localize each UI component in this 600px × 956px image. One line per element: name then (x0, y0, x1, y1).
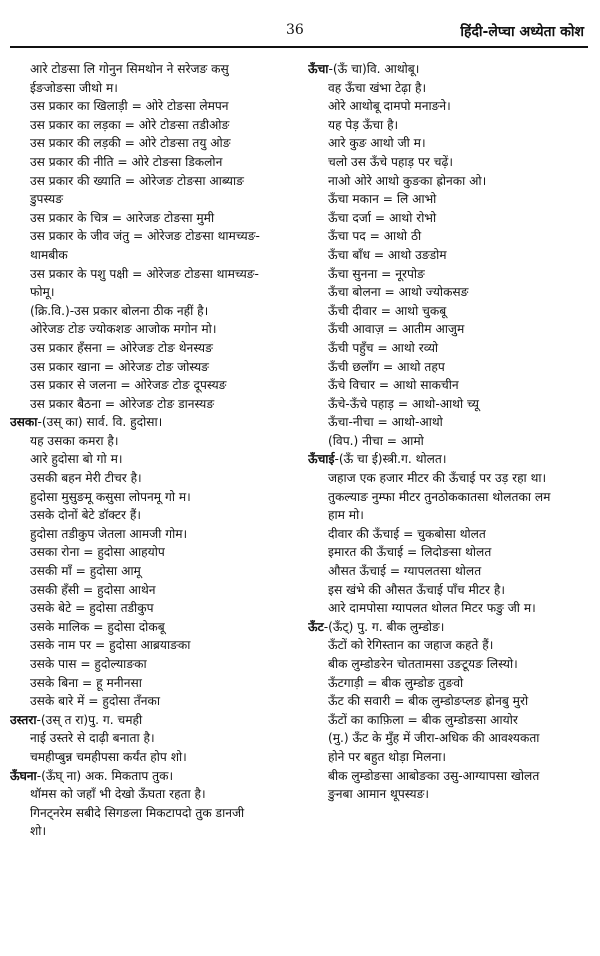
entry-line (308, 339, 592, 358)
entry-line (10, 60, 294, 79)
entry-line (10, 246, 294, 265)
entry-text: ऊँची दीवार = आथो चुकबू (328, 303, 447, 318)
entry-text: उस प्रकार का लड़का = ओरे टोङसा तडीओङ (30, 117, 230, 132)
entry-line (10, 395, 294, 414)
entry-line (308, 636, 592, 655)
entry-line (308, 153, 592, 172)
entry-line (308, 692, 592, 711)
entry-text: ङुनबा आमान थूपस्यङ। (328, 787, 429, 802)
entry-line (308, 395, 592, 414)
entry-text: ऊँचे विचार = आथो साकचीन (328, 378, 459, 393)
entry-text: ऊँटों का काफ़िला = बीक लुम्डोङसा आयोर (328, 712, 518, 727)
entry-line (308, 320, 592, 339)
entry-text: वह ऊँचा खंभा टेढ़ा है। (328, 80, 427, 95)
entry-line (308, 674, 592, 693)
entry-line (10, 674, 294, 693)
entry-text: ऊँची पहुँच = आथो रव्यो (328, 340, 439, 355)
entry-line (10, 265, 294, 284)
entry-text: थॉमस को जहाँ भी देखो ऊँघता रहता है। (30, 787, 206, 802)
entry-text: तुकल्याङ नुम्फा मीटर तुनठोककातसा थोलतका लम (328, 489, 551, 504)
entry-line (308, 358, 592, 377)
entry-text: इमारत की ऊँचाई = लिदोङसा थोलत (328, 545, 492, 560)
entry-text: ओरे आथोबू दामपो मनाङने। (328, 99, 451, 114)
entry-line (308, 190, 592, 209)
entry-text: ऊँचे-ऊँचे पहाड़ = आथो-आथो च्यू (328, 396, 479, 411)
entry-line (308, 785, 592, 804)
entry-line (10, 822, 294, 841)
entry-line (10, 543, 294, 562)
entry-line (308, 767, 592, 786)
entry-line (10, 302, 294, 321)
entry-line (10, 450, 294, 469)
entry-text: उसके बिना = हू मनीनसा (30, 675, 142, 690)
entry-line (308, 711, 592, 730)
entry-text: ईङजोङसा जीथो म। (30, 80, 118, 95)
entry-text: ऊँचा पद = आथो ठी (328, 229, 422, 244)
entry-line (10, 599, 294, 618)
entry-text: ऊँचा-नीचा = आथो-आथो (328, 415, 443, 430)
entry-text: उस प्रकार के पशु पक्षी = ओरेजङ टोङसा थामच्यङ- (30, 266, 259, 281)
entry-line (308, 209, 592, 228)
entry-headword-line (10, 767, 294, 786)
entry-line (10, 190, 294, 209)
entry-line (308, 506, 592, 525)
entry-line (308, 581, 592, 600)
entry-headword-line (10, 711, 294, 730)
entry-text: -(उस् का) सार्व. वि. हुदोसा। (37, 415, 163, 430)
page-header (0, 22, 600, 46)
entry-text: हुदोसा तडीकुप जेतला आमजी गोम। (30, 526, 188, 541)
entry-text: उसका रोना = हुदोसा आहयोप (30, 545, 165, 560)
entry-line (10, 116, 294, 135)
entry-line (10, 172, 294, 191)
entry-line (10, 376, 294, 395)
headword: ऊँचा (308, 62, 329, 76)
entry-text: -(ऊँ चा ई)स्त्री.ग. थोलत। (334, 452, 447, 467)
entry-text: उसके मालिक = हुदोसा दोकबू (30, 619, 165, 634)
entry-text: चमहीप्बुन्न चमहीपसा कर्यंत होप शो। (30, 749, 187, 764)
entry-line (308, 488, 592, 507)
entry-text: आरे टोङसा लि गोनुन सिमथोन ने सरेजङ कसु (30, 62, 229, 76)
entry-text: ऊँचा बोलना = आथो ज्योकसङ (328, 285, 469, 300)
entry-line (10, 692, 294, 711)
entry-line (308, 655, 592, 674)
entry-line (308, 246, 592, 265)
entry-text: फोमू। (30, 285, 55, 300)
entry-text: हुदोसा मुसुङमू कसुसा लोपनमू गो म। (30, 489, 191, 504)
entry-line (10, 488, 294, 507)
entry-line (10, 339, 294, 358)
entry-text: चलो उस ऊँचे पहाड़ पर चढ़ें। (328, 154, 453, 169)
entry-text: दीवार की ऊँचाई = चुकबोसा थोलत (328, 526, 486, 541)
entry-text: उसके दोनों बेटे डॉक्टर हैं। (30, 508, 141, 523)
entry-text: (मु.) ऊँट के मुँह में जीरा-अधिक की आवश्यकता (328, 731, 540, 746)
entry-line (308, 227, 592, 246)
entry-line (308, 172, 592, 191)
running-title: हिंदी-लेप्चा अध्येता कोश (460, 24, 584, 40)
entry-text: ऊँट की सवारी = बीक लुम्डोङप्लङ ह्रोनबु मुरो (328, 694, 529, 709)
entry-line (308, 283, 592, 302)
entry-line (10, 153, 294, 172)
headword: ऊँट (308, 619, 324, 634)
entry-text: ऊँचा मकान = लि आभो (328, 192, 437, 207)
entry-line (10, 97, 294, 116)
headword: उसका (10, 415, 38, 430)
entry-line (308, 562, 592, 581)
entry-line (308, 432, 592, 451)
entry-text: आरे हुदोसा बो गो म। (30, 452, 123, 467)
entry-text: उसकी हँसी = हुदोसा आथेन (30, 582, 156, 597)
entry-text: शो। (30, 824, 47, 839)
entry-text: ऊँचा सुनना = नूरपोङ (328, 266, 425, 281)
entry-headword-line (308, 450, 592, 469)
entry-line (10, 748, 294, 767)
entry-line (308, 729, 592, 748)
entry-line (10, 618, 294, 637)
entry-line (308, 413, 592, 432)
entry-text: उस प्रकार की ख्याति = ओरेजङ टोङसा आब्याङ (30, 173, 244, 188)
entry-line (308, 525, 592, 544)
entry-text: उसके बेटे = हुदोसा तडीकुप (30, 601, 154, 616)
entry-line (10, 636, 294, 655)
entry-text: होने पर बहुत थोड़ा मिलना। (328, 749, 447, 764)
entry-text: यह उसका कमरा है। (30, 433, 119, 448)
entry-text: -(ऊँ चा)वि. आथोबू। (328, 62, 420, 76)
entry-text: उस प्रकार बैठना = ओरेजङ टोङ डानस्यङ (30, 396, 215, 411)
entry-text: ऊँचा दर्जा = आथो रोभो (328, 210, 437, 225)
entry-text: ऊँटगाड़ी = बीक लुम्डोङ तुङवो (328, 675, 464, 690)
page-number: 36 (286, 22, 304, 38)
entry-text: उसके बारे में = हुदोसा तँनका (30, 694, 160, 709)
entry-text: थामबीक (30, 247, 68, 262)
entry-headword-line (308, 60, 592, 79)
entry-text: बीक लुम्डोङसा आबोङका उसु-आग्यापसा खोलत (328, 768, 540, 783)
entry-line (10, 506, 294, 525)
entry-line (308, 116, 592, 135)
entry-line (308, 543, 592, 562)
entry-text: ऊँटों को रेगिस्तान का जहाज कहते हैं। (328, 638, 494, 653)
entry-line (308, 748, 592, 767)
entry-line (10, 227, 294, 246)
entry-text: उस प्रकार के चित्र = आरेजङ टोङसा मुमी (30, 210, 215, 225)
entry-line (10, 785, 294, 804)
entry-text: उस प्रकार के जीव जंतु = ओरेजङ टोङसा थामच्यङ- (30, 229, 260, 244)
entry-line (308, 376, 592, 395)
entry-text: आरे कुङ आथो जी म। (328, 136, 426, 151)
entry-text: ओरेजङ टोङ ज्योकशङ आजोक मगोन मो। (30, 322, 217, 337)
entry-text: गिनट्नरेम सबीदे सिगङला मिकटापदो तुक डानजी (30, 805, 245, 820)
entry-text: -(ऊँट्) पु. ग. बीक लुम्डोङ। (323, 619, 445, 634)
entry-text: ऊँचा बाँध = आथो उङडोम (328, 247, 447, 262)
entry-line (10, 432, 294, 451)
entry-text: -(ऊँघ् ना) अक. मिकताप तुक। (36, 768, 174, 783)
left-column (10, 60, 294, 841)
entry-text: उस प्रकार खाना = ओरेजङ टोङ जोस्यङ (30, 359, 209, 374)
entry-headword-line (10, 413, 294, 432)
entry-text: इस खंभे की औसत ऊँचाई पाँच मीटर है। (328, 582, 505, 597)
entry-line (10, 320, 294, 339)
header-rule (10, 46, 588, 48)
entry-text: उसके पास = हुदोल्याङका (30, 657, 147, 671)
entry-text: उसकी बहन मेरी टीचर है। (30, 471, 142, 486)
headword: उस्तरा (10, 712, 37, 727)
entry-text: नाओ ओरे आथो कुङका ह्रोनका ओ। (328, 173, 487, 188)
entry-line (10, 79, 294, 98)
entry-line (308, 79, 592, 98)
entry-line (308, 134, 592, 153)
entry-text: -(उस् त रा)पु. ग. चमही (36, 712, 143, 727)
right-column (308, 60, 592, 804)
entry-text: नाई उस्तरे से दाढ़ी बनाता है। (30, 731, 155, 746)
entry-line (10, 283, 294, 302)
entry-text: उस प्रकार से जलना = ओरेजङ टोङ दूपस्यङ (30, 378, 227, 393)
entry-line (10, 525, 294, 544)
entry-text: उसकी माँ = हुदोसा आमू (30, 564, 141, 579)
entry-line (10, 804, 294, 823)
entry-line (10, 134, 294, 153)
entry-text: आरे दामपोसा ग्यापलत थोलत मिटर फङु जी म। (328, 601, 536, 616)
entry-text: उस प्रकार का खिलाड़ी = ओरे टोङसा लेमपन (30, 99, 229, 114)
entry-line (308, 97, 592, 116)
entry-headword-line (308, 618, 592, 637)
entry-line (10, 729, 294, 748)
entry-text: औसत ऊँचाई = ग्यापलतसा थोलत (328, 564, 482, 579)
entry-text: (विप.) नीचा = आमो (328, 433, 424, 448)
entry-text: यह पेड़ ऊँचा है। (328, 117, 399, 132)
headword: ऊँघना (10, 768, 37, 783)
entry-text: बीक लुम्डोङरेन चोततामसा उङटूयङ लिस्यो। (328, 657, 518, 671)
entry-text: उस प्रकार हँसना = ओरेजङ टोङ थेनस्यङ (30, 340, 213, 355)
entry-text: उस प्रकार की लड़की = ओरे टोङसा तयु ओङ (30, 136, 231, 151)
entry-line (10, 655, 294, 674)
entry-line (308, 599, 592, 618)
entry-line (308, 265, 592, 284)
entry-line (10, 358, 294, 377)
entry-text: ऊँची छलाँग = आथो तहप (328, 359, 445, 374)
entry-line (10, 209, 294, 228)
entry-text: जहाज एक हजार मीटर की ऊँचाई पर उड़ रहा था। (328, 471, 547, 486)
headword: ऊँचाई (308, 452, 335, 467)
entry-line (10, 562, 294, 581)
entry-text: उस प्रकार की नीति = ओरे टोङसा डिकलोन (30, 154, 223, 169)
entry-line (308, 469, 592, 488)
entry-line (10, 581, 294, 600)
entry-line (308, 302, 592, 321)
entry-text: उसके नाम पर = हुदोसा आब्रयाङका (30, 638, 191, 653)
entry-text: ऊँची आवाज़ = आतीम आजुम (328, 322, 465, 337)
entry-line (10, 469, 294, 488)
entry-text: हाम मो। (328, 508, 364, 523)
entry-text: डुपस्यङ (30, 192, 64, 207)
entry-text: (क्रि.वि.)-उस प्रकार बोलना ठीक नहीं है। (30, 303, 209, 318)
